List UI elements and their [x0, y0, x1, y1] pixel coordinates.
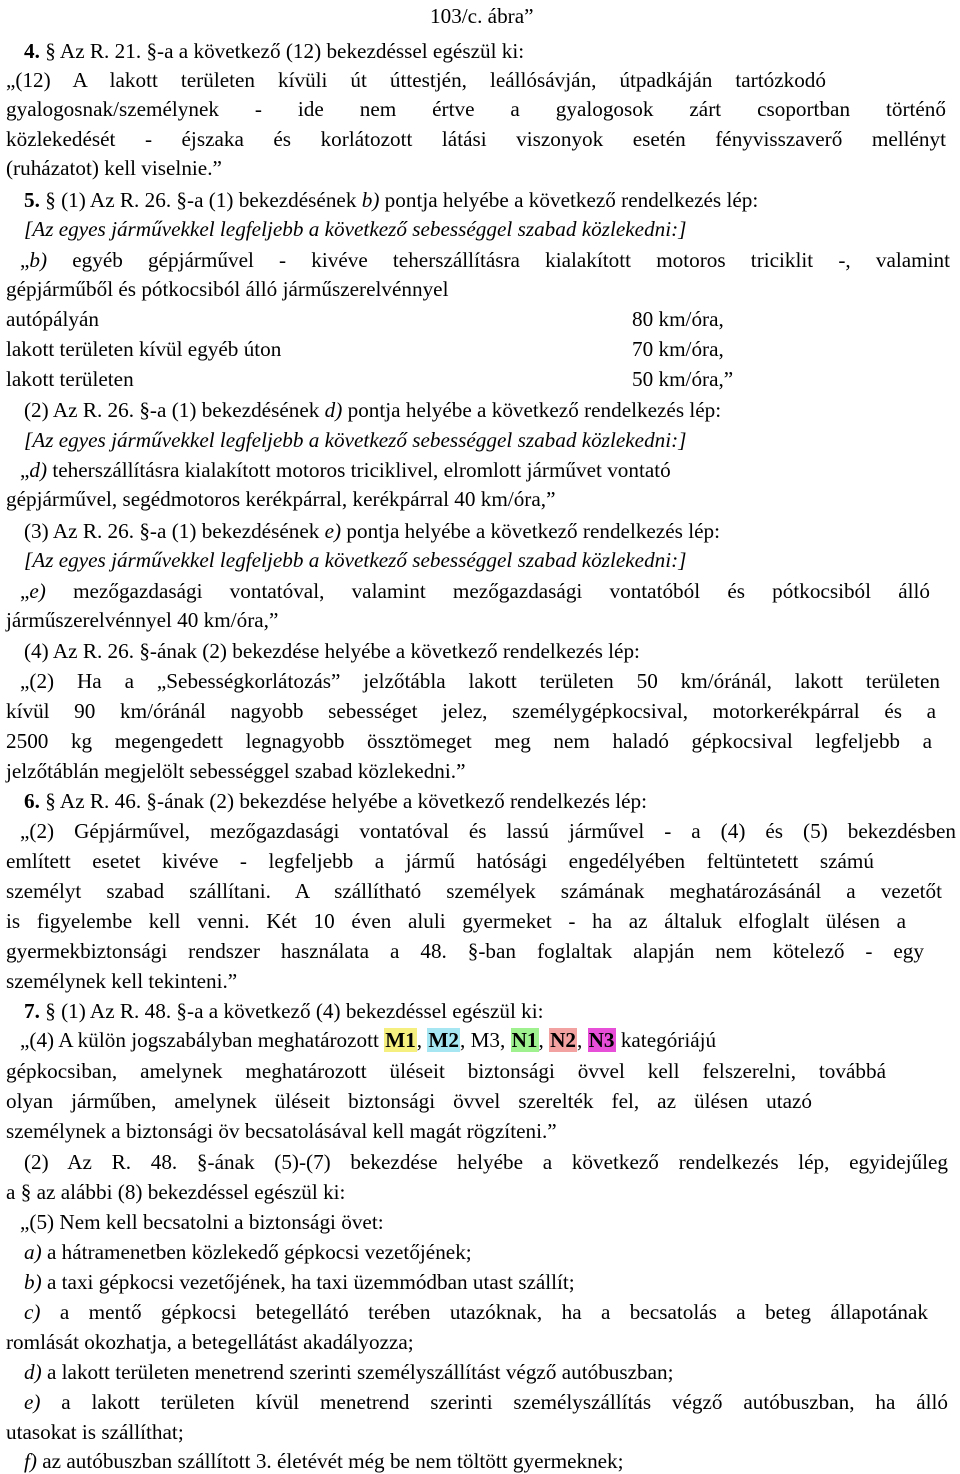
- list-item: [24, 1359, 674, 1385]
- section-5-p1-text-end: pontja helyébe a következő rendelkezés lép:: [379, 188, 759, 212]
- category-m2: M2: [428, 1028, 459, 1052]
- bracket-text: [Az egyes járművekkel legfeljebb a következő sebességgel szabad közlekedni:]: [24, 548, 687, 572]
- section-5-p2-point: d): [324, 398, 343, 422]
- section-5-p4-line: jelzőtáblán megjelölt sebességgel szabad közlekedni.”: [6, 759, 466, 783]
- bracket-text: [Az egyes járművekkel legfeljebb a következő sebességgel szabad közlekedni:]: [24, 217, 687, 241]
- point-text: teherszállításra kialakított motoros triciklivel, elromlott járművet vontató: [47, 458, 671, 482]
- speed-value: 70 km/óra,: [632, 337, 724, 361]
- section-5-p3: [24, 518, 720, 544]
- section-6-line: gyermekbiztonsági rendszer használata a 48. §-ban foglaltak alapján nem kötelező - egy: [6, 939, 924, 963]
- category-m3: M3: [470, 1028, 501, 1052]
- section-5-p2-text: (2) Az R. 26. §-a (1) bekezdésének: [24, 398, 325, 422]
- list-item: [24, 1299, 928, 1325]
- section-7-p5: „(5) Nem kell becsatolni a biztonsági övet:: [20, 1210, 384, 1234]
- category-line: [20, 1027, 716, 1053]
- section-5-p4-line: kívül 90 km/óránál nagyobb sebességet jelez, személygépkocsival, motorkerékpárral és a: [6, 699, 936, 723]
- section-6-rest: Az R. 46. §-ának (2) bekezdése helyébe a következő rendelkezés lép:: [59, 789, 648, 813]
- item-text: a taxi gépkocsi vezetőjének, ha taxi üzemmódban utast szállít;: [41, 1270, 575, 1294]
- category-separator: ,: [538, 1028, 550, 1052]
- section-5-p3-text-end: pontja helyébe a következő rendelkezés lép:: [341, 519, 720, 543]
- speed-place: lakott területen kívül egyéb úton: [6, 337, 282, 361]
- point-e-line2: járműszerelvénnyel 40 km/óra,”: [6, 608, 279, 632]
- speed-place: autópályán: [6, 307, 99, 331]
- item-text: a hátramenetben közlekedő gépkocsi vezetőjének;: [41, 1240, 472, 1264]
- point-d-line1: „d) teherszállításra kialakított motoros triciklivel, elromlott járművet vontató: [20, 458, 671, 482]
- speed-value: 50 km/óra,”: [632, 367, 734, 391]
- item-label: f): [24, 1449, 37, 1473]
- point-e-line1: „e) mezőgazdasági vontatóval, valamint mezőgazdasági vontatóból és pótkocsiból álló: [20, 579, 930, 603]
- figure-caption: 103/c. ábra”: [430, 4, 534, 28]
- section-5-number: 5.: [24, 188, 40, 212]
- item-text: a mentő gépkocsi betegellátó terében utazóknak, ha a becsatolás a beteg állapotának: [40, 1300, 928, 1324]
- list-item: [24, 1448, 624, 1474]
- list-item-continuation: utasokat is szállíthat;: [6, 1420, 184, 1444]
- item-label: e): [24, 1390, 41, 1414]
- section-7-line: olyan járműben, amelynek üléseit biztonsági övvel szerelték fel, az ülésen utazó: [6, 1089, 812, 1113]
- section-4-line: „(12) A lakott területen kívüli út úttestjén, leállósávján, útpadkáján tartózkodó: [6, 68, 826, 92]
- section-7-line: gépkocsiban, amelynek meghatározott üléseit biztonsági övvel kell felszerelni, továbbá: [6, 1059, 886, 1083]
- section-sign: §: [45, 188, 56, 212]
- bracket-note: [24, 427, 686, 453]
- point-b-line2: gépjárműből és pótkocsiból álló járműszerelvénnyel: [6, 277, 449, 301]
- category-m1: M1: [385, 1028, 416, 1052]
- section-6-line: személyt szabad szállítani. A szállítható személyek számának meghatározásánál a vezetőt: [6, 879, 942, 903]
- point-label: e): [29, 579, 46, 603]
- section-4-line: közlekedését - éjszaka és korlátozott látási viszonyok esetén fényvisszaverő mellényt: [6, 127, 946, 151]
- section-4-line: (ruházatot) kell viselnie.”: [6, 156, 222, 180]
- section-6-heading: [24, 788, 647, 814]
- section-6-line: személynek kell tekinteni.”: [6, 969, 238, 993]
- section-7-line: személynek a biztonsági öv becsatolásával kell magát rögzíteni.”: [6, 1119, 557, 1143]
- section-6-line: „(2) Gépjárművel, mezőgazdasági vontatóval és lassú járművel - a (4) és (5) bekezdésben: [20, 819, 956, 843]
- item-text: a lakott területen menetrend szerinti személyszállítást végző autóbuszban;: [41, 1360, 674, 1384]
- section-5-heading: [24, 187, 758, 213]
- section-4-rest: §-a a következő (12) bekezdéssel egészül ki:: [146, 39, 525, 63]
- bracket-note: [24, 216, 686, 242]
- item-label: b): [24, 1270, 42, 1294]
- section-6-line: említett esetet kivéve - legfeljebb a jármű hatósági engedélyében feltüntetett számú: [6, 849, 874, 873]
- item-label: c): [24, 1300, 41, 1324]
- list-item-continuation: romlását okozhatja, a betegellátást akadályozza;: [6, 1330, 414, 1354]
- section-7-p2-line2: a § az alábbi (8) bekezdéssel egészül ki:: [6, 1180, 346, 1204]
- section-7-number: 7.: [24, 999, 40, 1023]
- section-5-p1-text: (1) Az R. 26. §-a (1) bekezdésének: [61, 188, 362, 212]
- category-n2: N2: [550, 1028, 577, 1052]
- category-n3: N3: [588, 1028, 615, 1052]
- speed-value: 80 km/óra,: [632, 307, 724, 331]
- section-6-line: is figyelembe kell venni. Két 10 éven aluli gyermeket - ha az általuk elfoglalt ülésen a: [6, 909, 906, 933]
- point-b-line1: „b) egyéb gépjárművel - kivéve teherszállításra kialakított motoros triciklit -, valamint: [20, 248, 950, 272]
- section-5-p4-line: „(2) Ha a „Sebességkorlátozás” jelzőtábla lakott területen 50 km/óránál, lakott területen: [20, 669, 940, 693]
- section-4-ref: Az R. 21.: [59, 39, 142, 63]
- section-7-p2-line1: (2) Az R. 48. §-ának (5)-(7) bekezdése helyébe a következő rendelkezés lép, egyidejűleg: [24, 1150, 948, 1174]
- point-text: egyéb gépjárművel - kivéve teherszállításra kialakított motoros triciklit -, valamint: [47, 248, 950, 272]
- point-d-line2: gépjárművel, segédmotoros kerékpárral, kerékpárral 40 km/óra,”: [6, 487, 556, 511]
- section-5-p3-text: (3) Az R. 26. §-a (1) bekezdésének: [24, 519, 325, 543]
- point-label: b): [29, 248, 48, 272]
- section-4-number: 4.: [24, 39, 40, 63]
- section-4-line: gyalogosnak/személynek - ide nem értve a gyalogosok zárt csoportban történő: [6, 97, 946, 121]
- category-suffix: kategóriájú: [615, 1028, 717, 1052]
- list-item: [24, 1239, 472, 1265]
- section-5-p3-point: e): [324, 519, 342, 543]
- section-5-p1-point: b): [361, 188, 380, 212]
- bracket-text: [Az egyes járművekkel legfeljebb a következő sebességgel szabad közlekedni:]: [24, 428, 687, 452]
- point-label: d): [29, 458, 48, 482]
- point-text: mezőgazdasági vontatóval, valamint mezőgazdasági vontatóból és pótkocsiból álló: [45, 579, 930, 603]
- category-separator: ,: [500, 1028, 511, 1052]
- category-separator: ,: [577, 1028, 588, 1052]
- section-4-heading: [24, 38, 524, 64]
- speed-place: lakott területen: [6, 367, 134, 391]
- section-sign: §: [45, 999, 56, 1023]
- item-text: az autóbuszban szállított 3. életévét még be nem töltött gyermeknek;: [36, 1449, 624, 1473]
- section-5-p4-line: 2500 kg megengedett legnagyobb össztömeget meg nem haladó gépkocsival legfeljebb a: [6, 729, 932, 753]
- item-text: a lakott területen kívül menetrend szerinti személyszállítás végző autóbuszban, ha álló: [40, 1390, 948, 1414]
- section-6-number: 6.: [24, 789, 40, 813]
- category-n1: N1: [511, 1028, 538, 1052]
- category-separator: ,: [416, 1028, 428, 1052]
- section-sign: §: [45, 39, 56, 63]
- list-item: [24, 1389, 948, 1415]
- section-5-p4: (4) Az R. 26. §-ának (2) bekezdése helyébe a következő rendelkezés lép:: [24, 639, 640, 663]
- item-label: d): [24, 1360, 42, 1384]
- category-prefix: „(4) A külön jogszabályban meghatározott: [20, 1028, 385, 1052]
- item-label: a): [24, 1240, 42, 1264]
- section-sign: §: [45, 789, 56, 813]
- section-7-rest: (1) Az R. 48. §-a a következő (4) bekezdéssel egészül ki:: [61, 999, 544, 1023]
- section-7-heading: [24, 998, 544, 1024]
- bracket-note: [24, 547, 686, 573]
- section-5-p2-text-end: pontja helyébe a következő rendelkezés lép:: [342, 398, 722, 422]
- section-5-p2: [24, 397, 721, 423]
- category-separator: ,: [459, 1028, 471, 1052]
- list-item: [24, 1269, 575, 1295]
